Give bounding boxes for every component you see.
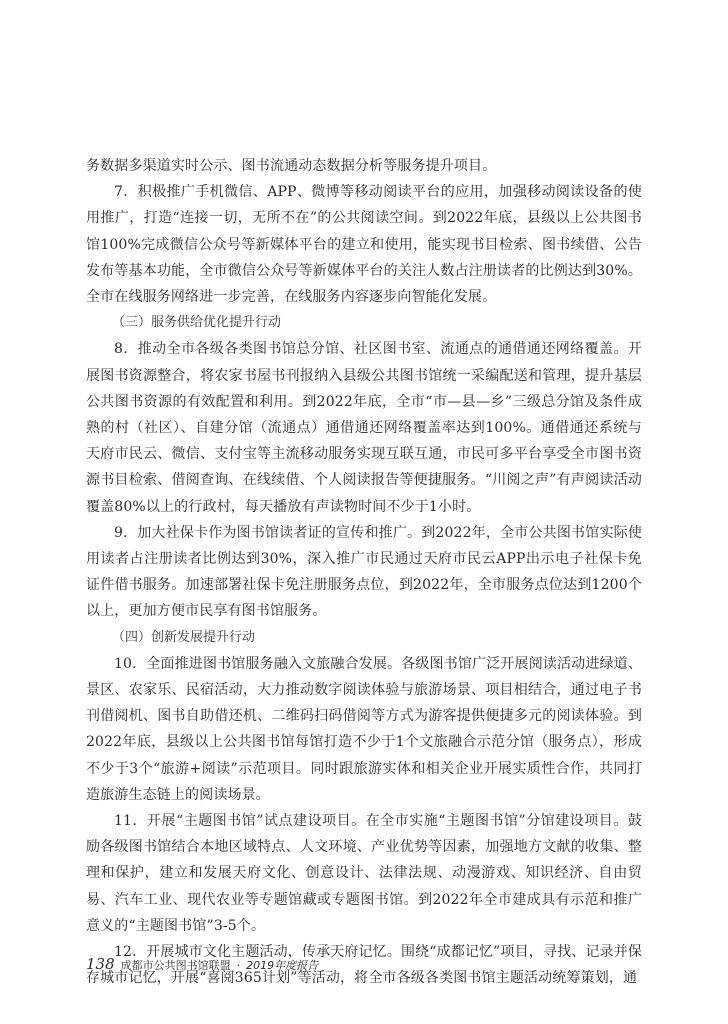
page-number: 138 [86, 955, 115, 973]
paragraph-item-9: 9．加大社保卡作为图书馆读者证的宣传和推广。到2022年，全市公共图书馆实际使用读者占注册读者比例达到30%，深入推广市民通过天府市民云APP出示电子社保卡免证件借书服务。加速部署社保卡免注册服务点位，到2022年，全市服务点位达到1200个以上，更加方便市民享有图书馆服务。 [86, 524, 642, 620]
paragraph-item-12: 12．开展城市文化主题活动，传承天府记忆。围绕“成都记忆”项目，寻找、记录并保存城市记忆，开展“喜阅365计划”等活动，将全市各级各类图书馆主题活动统筹策划，通 [86, 944, 642, 987]
paragraph-item-8: 8．推动全市各级各类图书馆总分馆、社区图书室、流通点的通借通还网络覆盖。开展图书资源整合，将农家书屋书刊报纳入县级公共图书馆统一采编配送和管理，提升基层公共图书资源的有效配置和利用。到2022年底，全市“市—县—乡”三级总分馆及条件成熟的村（社区）、自建分馆（流通点）通借通还网络覆盖率达到100%。通借通还系统与天府市民云、微信、支付宝等主流移动服务实现互联互通，市民可多平台享受全市图书资源书目检索、借阅查询、在线续借、个人阅读报告等便捷服务。“川阅之声”有声阅读活动覆盖80%以上的行政村，每天播放有声读物时间不少于1小时。 [86, 341, 642, 515]
publication-title: 成都市公共图书馆联盟 [120, 959, 231, 972]
paragraph-item-11: 11．开展“主题图书馆”试点建设项目。在全市实施“主题图书馆”分馆建设项目。鼓励各级图书馆结合本地区域特点、人文环境、产业优势等因素，加强地方文献的收集、整理和保护，建立和发展天府文化、创意设计、法律法规、动漫游戏、知识经济、自由贸易、汽车工业、现代农业等专题馆藏或专题图书馆。到2022年全市建成具有示范和推广意义的“主题图书馆”3-5个。 [86, 813, 642, 934]
paragraph-item-7: 7．积极推广手机微信、APP、微博等移动阅读平台的应用，加强移动阅读设备的使用推广，打造“连接一切，无所不在”的公共阅读空间。到2022年底，县级以上公共图书馆100%完成微信公众号等新媒体平台的建立和使用，能实现书目检索、图书续借、公告发布等基本功能，全市微信公众号等新媒体平台的关注人数占注册读者的比例达到30%。全市在线服务网络进一步完善，在线服务内容逐步向智能化发展。 [86, 184, 642, 306]
section-heading-3: （三）服务供给优化提升行动 [112, 315, 282, 331]
section-heading-4: （四）创新发展提升行动 [112, 629, 256, 645]
paragraph-continued: 务数据多渠道实时公示、图书流通动态数据分析等服务提升项目。 [86, 158, 497, 174]
page-footer [86, 955, 318, 977]
report-subtitle: 2019年度报告 [246, 959, 319, 972]
footer-separator: · [236, 959, 241, 972]
paragraph-item-10: 10．全面推进图书馆服务融入文旅融合发展。各级图书馆广泛开展阅读活动进绿道、景区、农家乐、民宿活动，大力推动数字阅读体验与旅游场景、项目相结合，通过电子书刊借阅机、图书自助借还机、二维码扫码借阅等方式为游客提供便捷多元的阅读体验。到2022年底，县级以上公共图书馆每馆打造不少于1个文旅融合示范分馆（服务点），形成不少于3个“旅游+阅读”示范项目。同时跟旅游实体和相关企业开展实质性合作，共同打造旅游生态链上的阅读场景。 [86, 655, 642, 803]
body-text [86, 153, 642, 992]
